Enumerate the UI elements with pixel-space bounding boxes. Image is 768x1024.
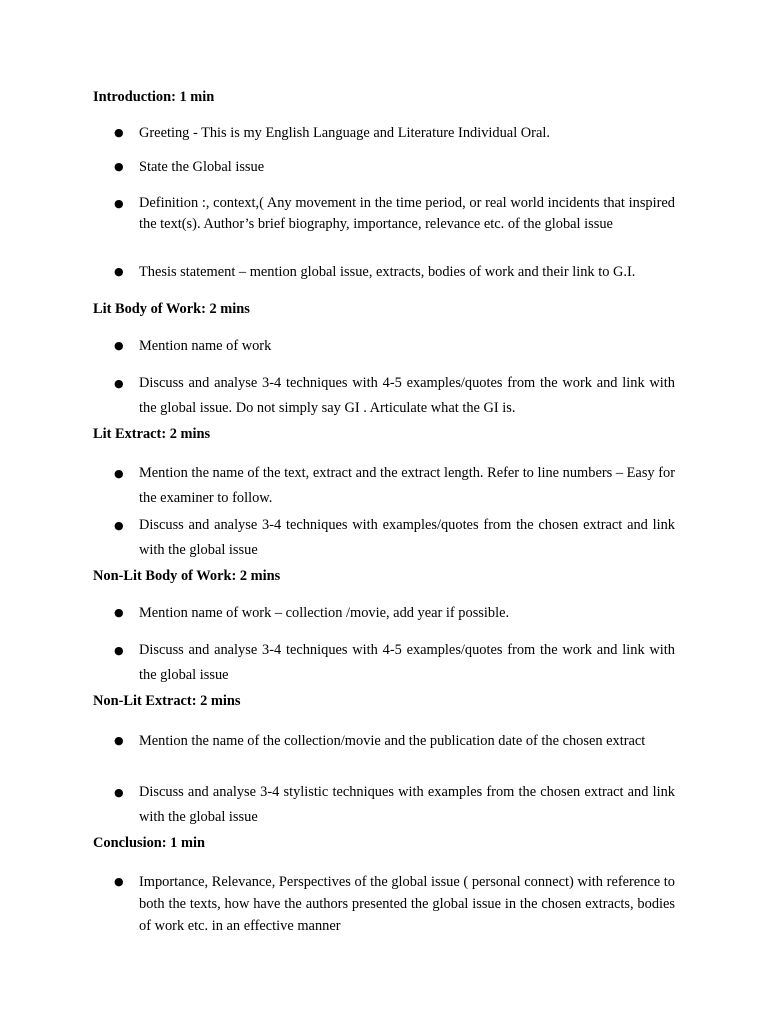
section-heading: Lit Extract: 2 mins	[93, 426, 211, 442]
list-item	[93, 871, 675, 937]
section-heading: Lit Body of Work: 2 mins	[93, 301, 250, 317]
bullet-icon: ●	[114, 126, 124, 139]
list-item-text: Discuss and analyse 3-4 techniques with examples/quotes from the chosen extract and link with the global issue	[139, 517, 675, 558]
list-item-text: Thesis statement – mention global issue, extracts, bodies of work and their link to G.I.	[139, 264, 636, 280]
bullet-icon: ●	[114, 265, 124, 278]
list-item-text: Greeting - This is my English Language and Literature Individual Oral.	[139, 125, 550, 141]
list-item-text: Discuss and analyse 3-4 techniques with 4-5 examples/quotes from the work and link with the global issue	[139, 642, 675, 683]
bullet-icon: ●	[114, 467, 124, 480]
list-item-text: Mention name of work – collection /movie, add year if possible.	[139, 605, 510, 621]
bullet-icon: ●	[114, 519, 124, 532]
bullet-icon: ●	[114, 786, 124, 799]
list-item-text: Discuss and analyse 3-4 techniques with 4-5 examples/quotes from the work and link with the global issue. Do not simply say GI . Articulate what the GI is.	[139, 375, 675, 416]
list-item	[93, 604, 675, 622]
section-introduction	[93, 88, 675, 280]
bullet-icon: ●	[114, 339, 124, 352]
list-item	[93, 461, 675, 511]
section-lit-extract	[93, 425, 675, 558]
bullet-icon: ●	[114, 644, 124, 657]
list-item	[93, 371, 675, 421]
section-heading: Non-Lit Body of Work: 2 mins	[93, 568, 281, 584]
list-item-text: Discuss and analyse 3-4 stylistic techniques with examples from the chosen extract and link with the global issue	[139, 784, 675, 825]
section-heading: Conclusion: 1 min	[93, 835, 205, 851]
bullet-icon: ●	[114, 377, 124, 390]
list-item	[93, 729, 675, 753]
list-item	[93, 780, 675, 830]
list-item	[93, 513, 675, 563]
list-item-text: Mention the name of the text, extract and the extract length. Refer to line numbers – Easy for the examiner to follow.	[139, 465, 675, 506]
list-item-text: State the Global issue	[139, 159, 265, 175]
bullet-icon: ●	[114, 875, 124, 888]
list-item-text: Definition :, context,( Any movement in the time period, or real world incidents that inspired the text(s). Author’s brief biography, importance, relevance etc. of the global issue	[139, 195, 675, 232]
list-item	[93, 158, 675, 176]
bullet-icon: ●	[114, 197, 124, 210]
section-lit-body-of-work	[93, 300, 675, 416]
list-item-text: Mention name of work	[139, 338, 272, 354]
section-conclusion	[93, 834, 675, 934]
list-item	[93, 193, 675, 235]
list-item	[93, 638, 675, 688]
list-item-text: Importance, Relevance, Perspectives of the global issue ( personal connect) with reference to both the texts, how have the authors presented the global issue in the chosen extracts, bodies of work etc. in an effective manner	[139, 874, 675, 934]
bullet-icon: ●	[114, 160, 124, 173]
section-non-lit-body-of-work	[93, 567, 675, 683]
bullet-icon: ●	[114, 606, 124, 619]
list-item	[93, 263, 675, 281]
list-item	[93, 337, 675, 355]
section-non-lit-extract	[93, 692, 675, 825]
list-item-text: Mention the name of the collection/movie and the publication date of the chosen extract	[139, 733, 646, 749]
list-item	[93, 124, 675, 142]
section-heading: Introduction: 1 min	[93, 89, 215, 105]
section-heading: Non-Lit Extract: 2 mins	[93, 693, 241, 709]
bullet-icon: ●	[114, 734, 124, 747]
